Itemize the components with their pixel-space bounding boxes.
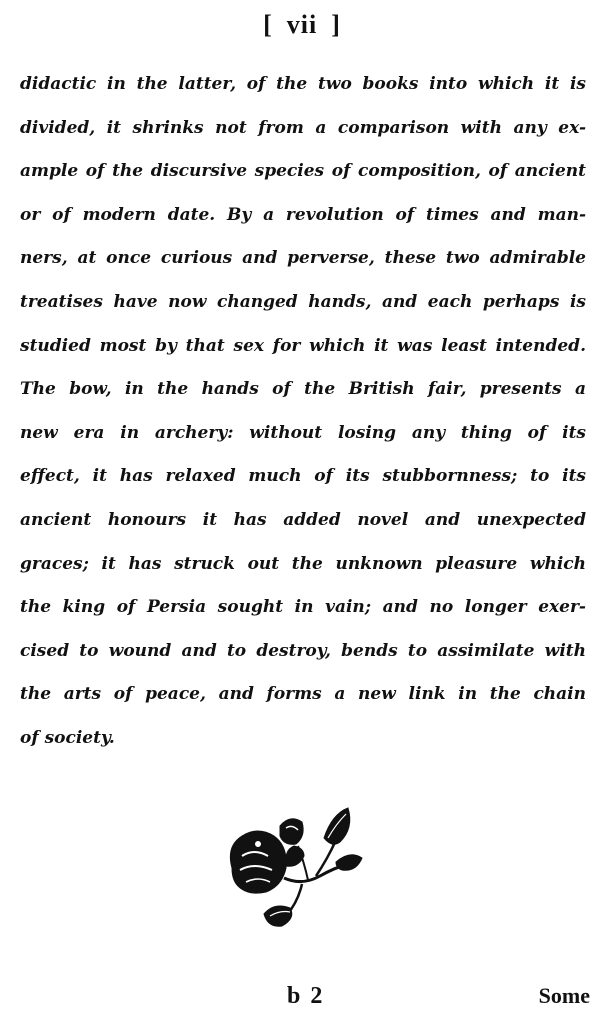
text-line: cised to wound and to destroy, bends to assimilate with — [20, 640, 586, 661]
text-line: divided, it shrinks not from a comparison with any ex- — [20, 117, 586, 138]
page-number: vii — [286, 10, 318, 39]
text-line: studied most by that sex for which it was least intended. — [20, 335, 586, 356]
text-line: ample of the discursive species of composition, of ancient — [20, 161, 586, 182]
text-line: the king of Persia sought in vain; and no longer exer- — [20, 597, 586, 618]
flower-sprig-icon — [224, 806, 364, 936]
text-line: of society. — [20, 727, 115, 748]
page-header — [0, 10, 604, 40]
text-line: graces; it has struck out the unknown pleasure which — [20, 553, 586, 574]
text-line: ners, at once curious and perverse, these two admirable — [20, 248, 586, 269]
text-line: or of modern date. By a revolution of times and man- — [20, 204, 586, 225]
text-line: the arts of peace, and forms a new link in the chain — [20, 684, 586, 705]
text-line: effect, it has relaxed much of its stubbornness; to its — [20, 466, 586, 487]
catchword: Some — [538, 983, 590, 1008]
text-line: treatises have now changed hands, and each perhaps is — [20, 291, 586, 312]
text-line: The bow, in the hands of the British fair, presents a — [20, 379, 586, 400]
text-line: didactic in the latter, of the two books into which it is — [20, 74, 586, 94]
open-bracket: [ — [263, 10, 273, 39]
text-line: new era in archery: without losing any thing of its — [20, 422, 586, 443]
body-text — [20, 63, 586, 761]
close-bracket: ] — [331, 10, 341, 39]
text-line: ancient honours it has added novel and unexpected — [20, 509, 586, 530]
signature-mark: b 2 — [287, 983, 325, 1009]
